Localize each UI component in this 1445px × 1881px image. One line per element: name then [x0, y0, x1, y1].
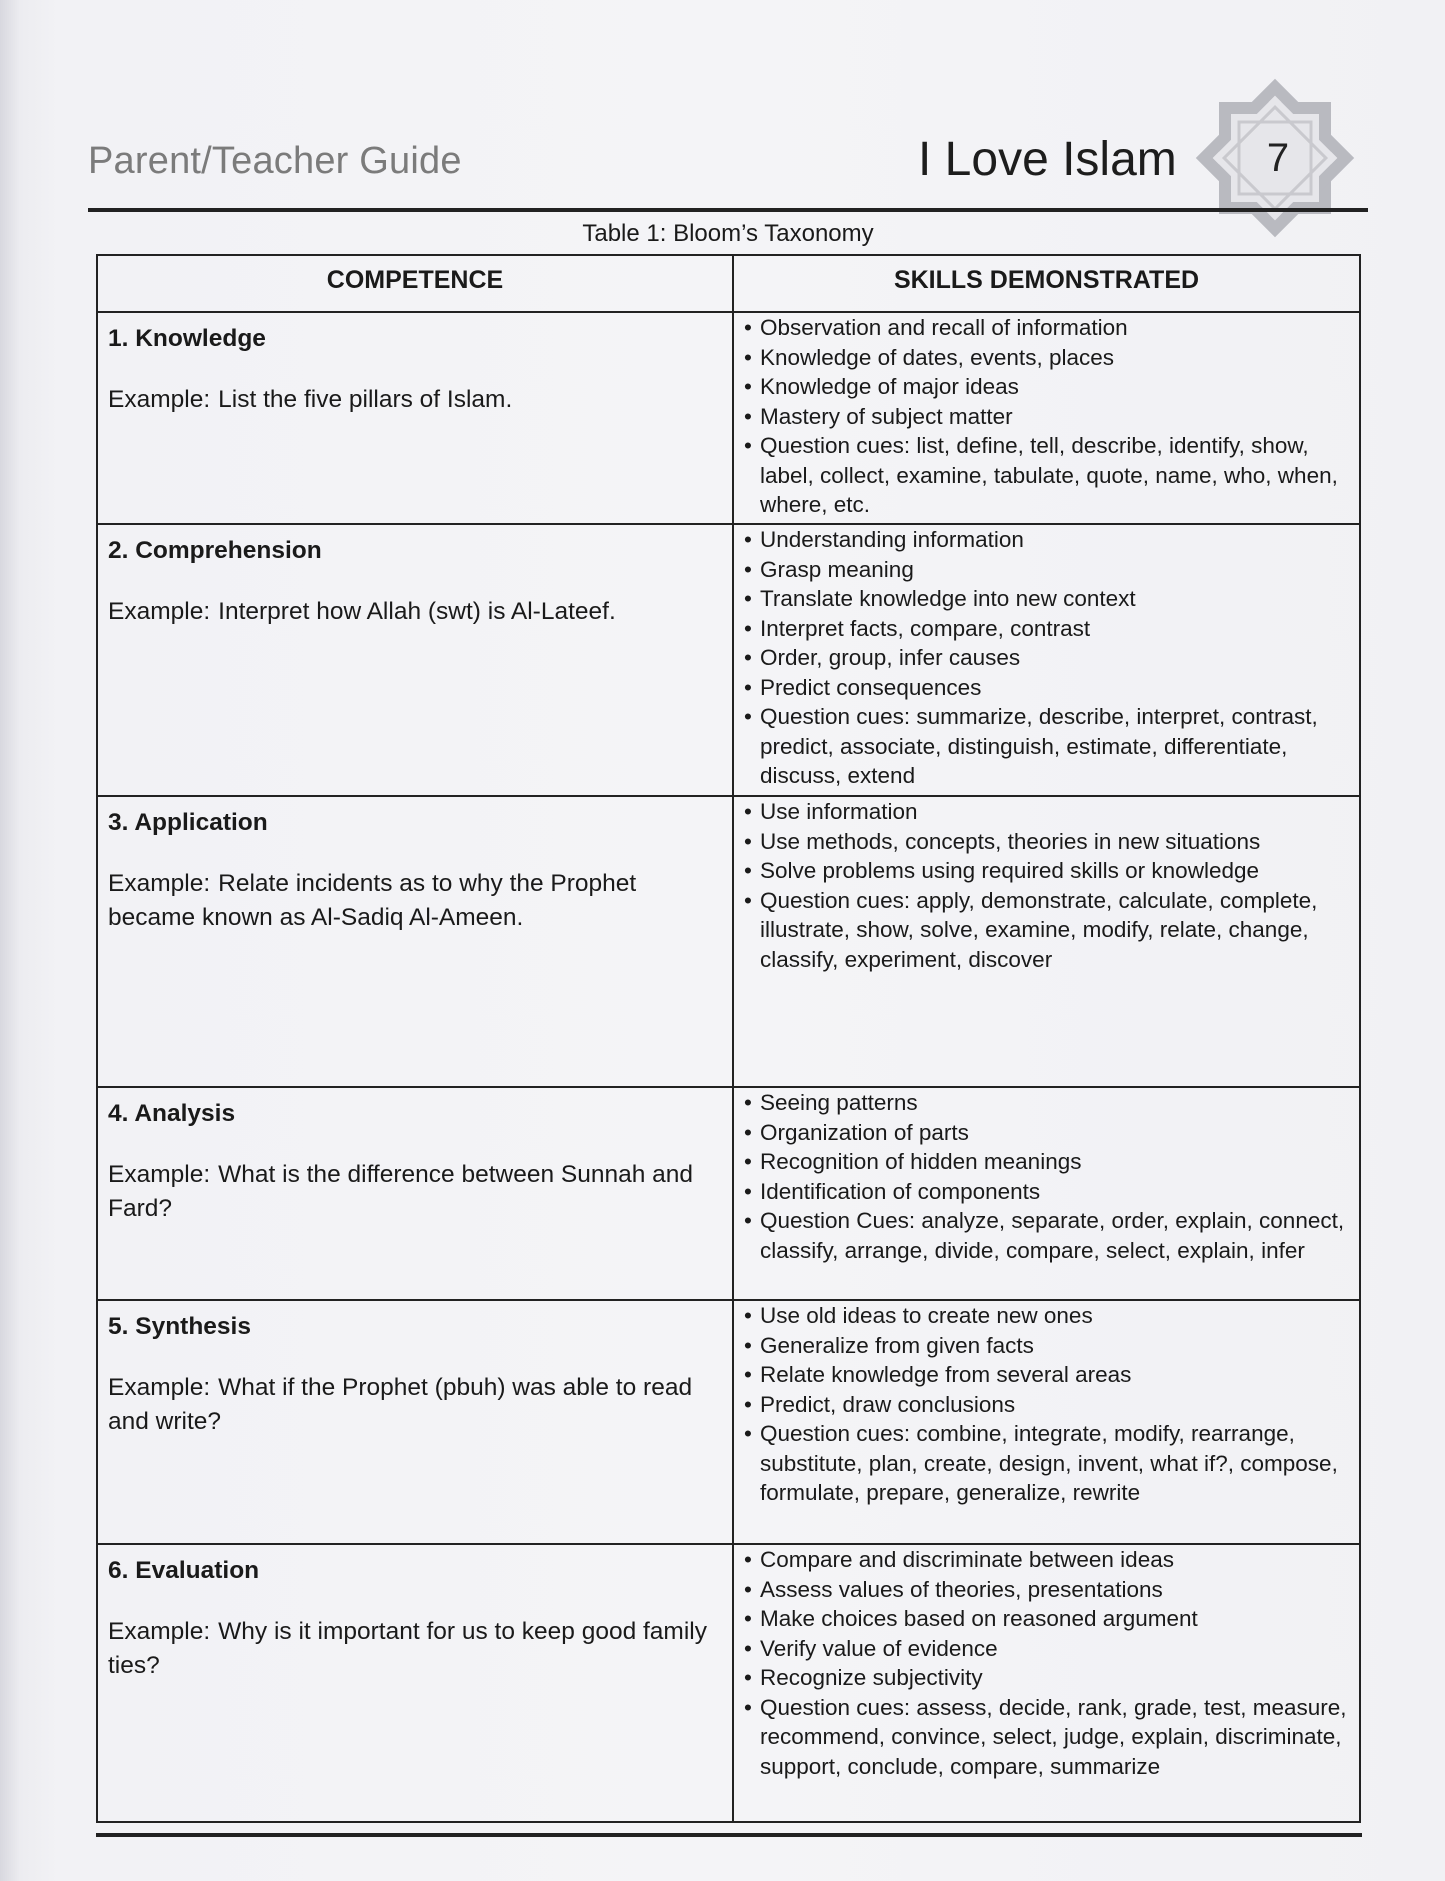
- competence-cell: [97, 1544, 733, 1822]
- competence-name: 3. Application: [108, 809, 268, 836]
- skill-item: • Make choices based on reasoned argument: [742, 1604, 1349, 1634]
- page-number: 7: [1266, 136, 1290, 180]
- skill-item: • Predict consequences: [742, 673, 1349, 703]
- skill-item: • Order, group, infer causes: [742, 643, 1349, 673]
- skill-item: • Understanding information: [742, 525, 1349, 555]
- table-row: [97, 1544, 1360, 1822]
- competence-example: [108, 383, 722, 417]
- skill-item: • Question cues: list, define, tell, describe, identify, show, label, collect, examine, tabulate, quote, name, who, when, where, etc.: [742, 431, 1349, 520]
- competence-name: 2. Comprehension: [108, 537, 322, 564]
- skills-cell: [733, 1544, 1360, 1822]
- skills-list: [742, 1301, 1349, 1508]
- competence-name: 1. Knowledge: [108, 325, 266, 352]
- skill-item: • Generalize from given facts: [742, 1331, 1349, 1361]
- book-title: I Love Islam: [918, 133, 1177, 186]
- skill-item: • Predict, draw conclusions: [742, 1390, 1349, 1420]
- competence-example: [108, 1158, 722, 1226]
- skill-item: • Question cues: assess, decide, rank, grade, test, measure, recommend, convince, select, judge, explain, discriminate, support, conclude, compare, summarize: [742, 1693, 1349, 1782]
- skills-cell: [733, 312, 1360, 524]
- table-row: [97, 796, 1360, 1087]
- table-caption: Table 1: Bloom’s Taxonomy: [582, 220, 874, 247]
- skill-item: • Question Cues: analyze, separate, order, explain, connect, classify, arrange, divide, compare, select, explain, infer: [742, 1206, 1349, 1265]
- competence-example: [108, 595, 722, 629]
- competence-name: 4. Analysis: [108, 1100, 236, 1127]
- skill-item: • Observation and recall of information: [742, 313, 1349, 343]
- competence-example: [108, 867, 722, 935]
- skills-list: [742, 797, 1349, 974]
- skill-item: • Use old ideas to create new ones: [742, 1301, 1349, 1331]
- skill-item: • Knowledge of major ideas: [742, 372, 1349, 402]
- example-text: List the five pillars of Islam.: [218, 386, 513, 413]
- table-row: [97, 312, 1360, 524]
- competence-example: [108, 1615, 722, 1683]
- example-label: Example:: [108, 870, 211, 897]
- example-label: Example:: [108, 1161, 211, 1188]
- skill-item: • Identification of components: [742, 1177, 1349, 1207]
- skill-item: • Assess values of theories, presentations: [742, 1575, 1349, 1605]
- guide-title: Parent/Teacher Guide: [88, 140, 462, 182]
- skill-item: • Question cues: summarize, describe, interpret, contrast, predict, associate, distinguish, estimate, differentiate, discuss, extend: [742, 702, 1349, 791]
- column-header-competence: COMPETENCE: [97, 255, 733, 312]
- skills-cell: [733, 1087, 1360, 1300]
- skills-list: [742, 1088, 1349, 1265]
- example-text: What if the Prophet (pbuh) was able to read and write?: [108, 1374, 693, 1435]
- skill-item: • Knowledge of dates, events, places: [742, 343, 1349, 373]
- competence-cell: [97, 312, 733, 524]
- skill-item: • Question cues: apply, demonstrate, calculate, complete, illustrate, show, solve, examine, modify, relate, change, classify, experiment, discover: [742, 886, 1349, 975]
- skill-item: • Interpret facts, compare, contrast: [742, 614, 1349, 644]
- skill-item: • Verify value of evidence: [742, 1634, 1349, 1664]
- skill-item: • Grasp meaning: [742, 555, 1349, 585]
- skills-list: [742, 525, 1349, 791]
- table-row: [97, 1087, 1360, 1300]
- table-header-row: [97, 255, 1360, 312]
- skill-item: • Organization of parts: [742, 1118, 1349, 1148]
- competence-cell: [97, 796, 733, 1087]
- example-label: Example:: [108, 598, 211, 625]
- example-text: Relate incidents as to why the Prophet became known as Al-Sadiq Al-Ameen.: [108, 870, 637, 931]
- competence-cell: [97, 1087, 733, 1300]
- skill-item: • Compare and discriminate between ideas: [742, 1545, 1349, 1575]
- table-row: [97, 1300, 1360, 1544]
- skill-item: • Mastery of subject matter: [742, 402, 1349, 432]
- skill-item: • Relate knowledge from several areas: [742, 1360, 1349, 1390]
- skill-item: • Use information: [742, 797, 1349, 827]
- skill-item: • Recognition of hidden meanings: [742, 1147, 1349, 1177]
- skills-cell: [733, 524, 1360, 796]
- example-text: Why is it important for us to keep good family ties?: [108, 1618, 707, 1679]
- competence-example: [108, 1371, 722, 1439]
- skill-item: • Solve problems using required skills or knowledge: [742, 856, 1349, 886]
- header-rule: [88, 208, 1368, 212]
- skills-cell: [733, 1300, 1360, 1544]
- footer-rule: [96, 1833, 1362, 1837]
- column-header-skills: SKILLS DEMONSTRATED: [733, 255, 1360, 312]
- example-label: Example:: [108, 1374, 211, 1401]
- skill-item: • Translate knowledge into new context: [742, 584, 1349, 614]
- skill-item: • Seeing patterns: [742, 1088, 1349, 1118]
- competence-name: 6. Evaluation: [108, 1557, 260, 1584]
- skill-item: • Recognize subjectivity: [742, 1663, 1349, 1693]
- competence-name: 5. Synthesis: [108, 1313, 251, 1340]
- competence-cell: [97, 524, 733, 796]
- skill-item: • Use methods, concepts, theories in new situations: [742, 827, 1349, 857]
- example-label: Example:: [108, 386, 211, 413]
- skill-item: • Question cues: combine, integrate, modify, rearrange, substitute, plan, create, design, invent, what if?, compose, formulate, prepare, generalize, rewrite: [742, 1419, 1349, 1508]
- skills-cell: [733, 796, 1360, 1087]
- skills-list: [742, 313, 1349, 520]
- skills-list: [742, 1545, 1349, 1781]
- page-edge-shadow: [0, 0, 20, 1881]
- example-text: What is the difference between Sunnah and Fard?: [108, 1161, 694, 1222]
- blooms-taxonomy-table: [96, 254, 1361, 1823]
- table-row: [97, 524, 1360, 796]
- competence-cell: [97, 1300, 733, 1544]
- example-text: Interpret how Allah (swt) is Al-Lateef.: [218, 598, 616, 625]
- example-label: Example:: [108, 1618, 211, 1645]
